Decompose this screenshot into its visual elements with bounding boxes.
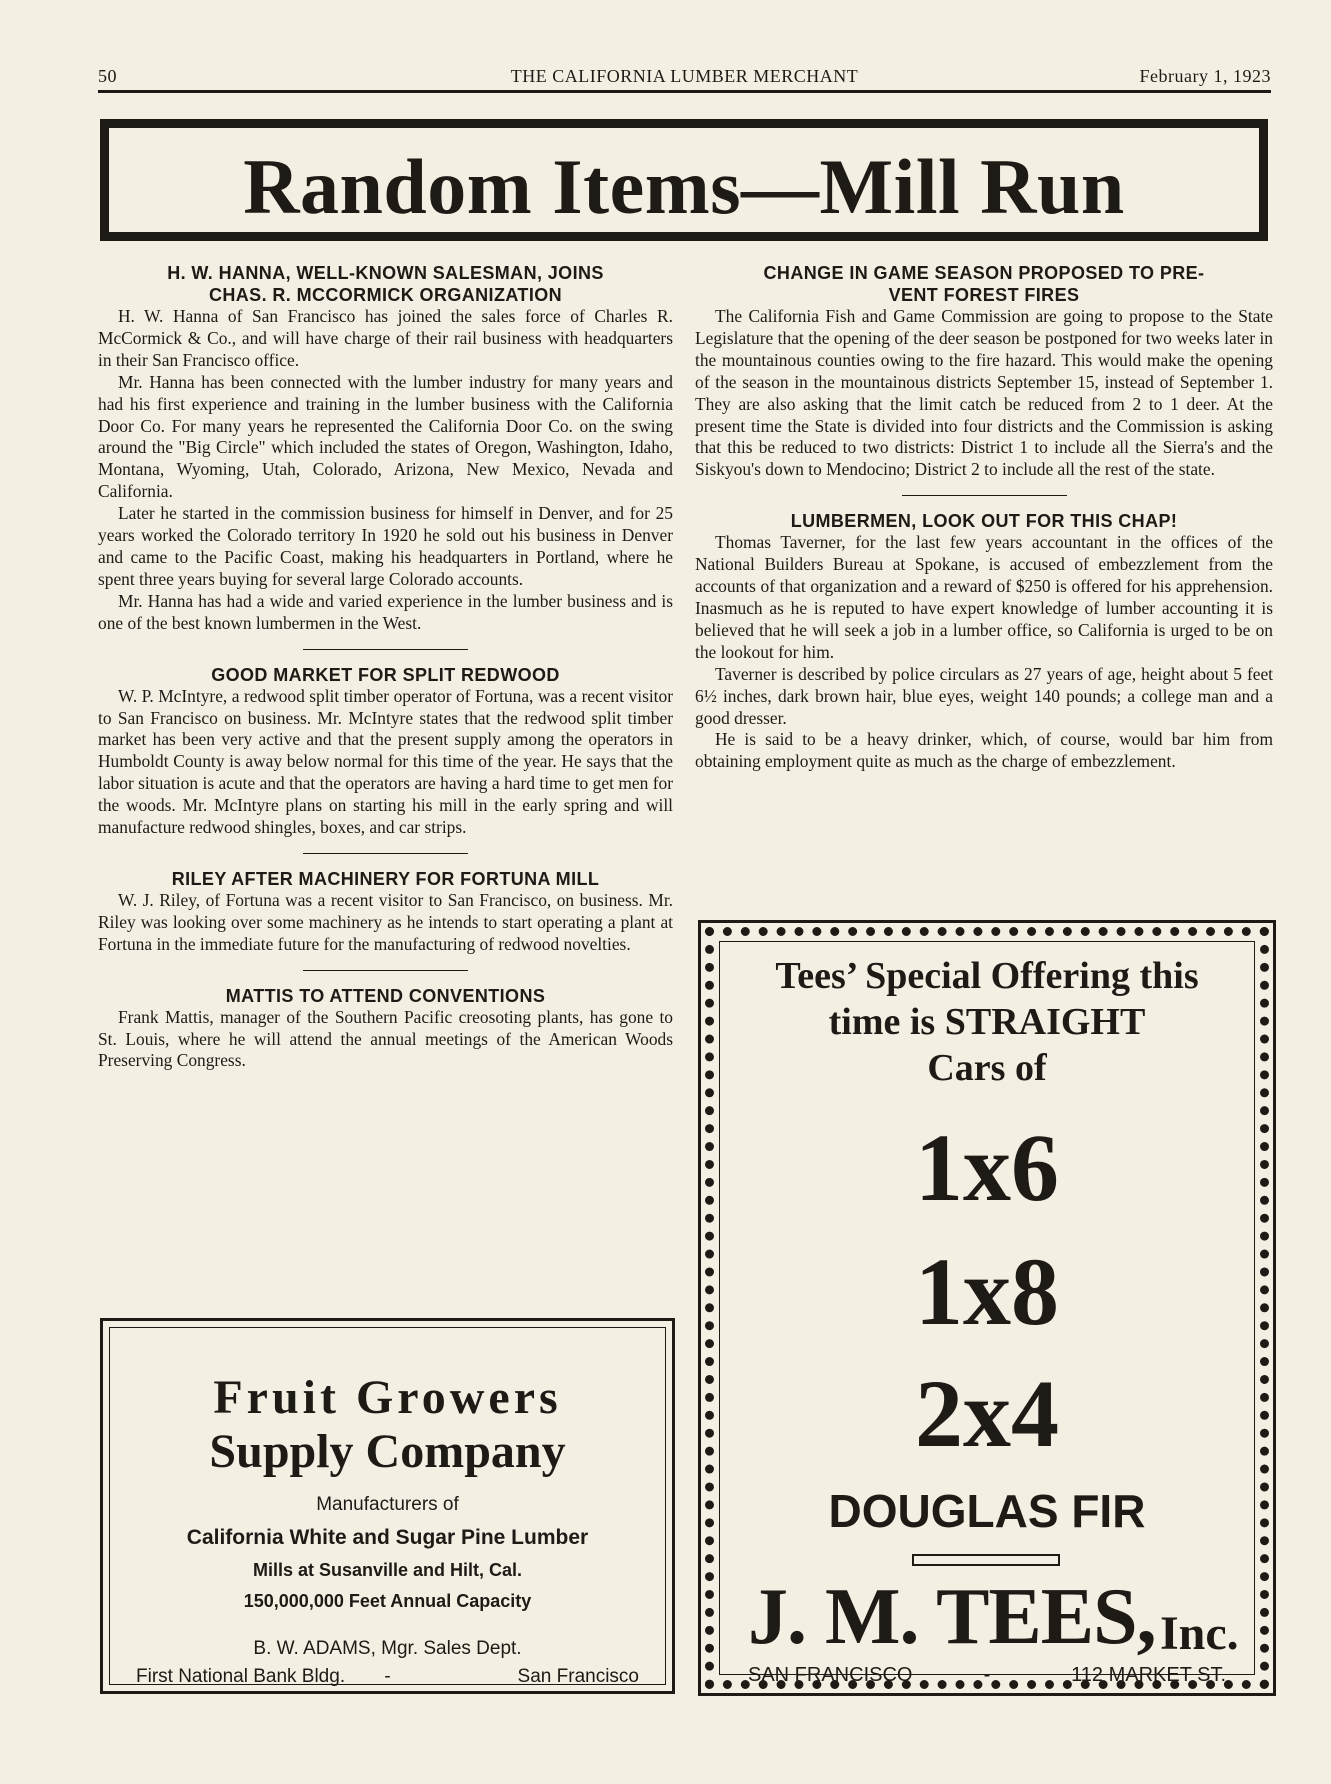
article-paragraph: W. P. McIntyre, a redwood split timber operator of Fortuna, was a recent visitor to San Francisco on business. Mr. McIntyre states that the redwood split timber market has been very active and that the present supply among the operators in Humboldt County is away below normal for this time of the year. He says that the labor situation is acute and that the operators are having a hard time to get men for the woods. Mr. McIntyre plans on starting his mill in the early spring and will manufacture redwood shingles, boxes, and car strips. — [98, 685, 673, 838]
article-hanna — [98, 262, 673, 635]
article-taverner — [695, 510, 1273, 773]
lumber-size: 2x4 — [915, 1360, 1059, 1467]
article-paragraph: W. J. Riley, of Fortuna was a recent visitor to San Francisco, on business. Mr. Riley was looking over some machinery as he intends to start operating a plant at Fortuna in the immediate future for the manufacturing of redwood novelties. — [98, 889, 673, 954]
magazine-title: THE CALIFORNIA LUMBER MERCHANT — [510, 66, 859, 86]
lumber-size: 1x8 — [915, 1238, 1059, 1345]
ad-manager: B. W. ADAMS, Mgr. Sales Dept. — [253, 1638, 522, 1659]
ad-company-name: J. M. TEES, — [748, 1573, 1156, 1661]
running-head — [98, 64, 1271, 88]
article-paragraph: Mr. Hanna has had a wide and varied experience in the lumber business and is one of the best known lumbermen in the West. — [98, 590, 673, 633]
article-game-season — [695, 262, 1273, 481]
ad-city: San Francisco — [517, 1666, 639, 1687]
fruit-growers-advertisement — [100, 1318, 675, 1694]
article-headline: GOOD MARKET FOR SPLIT REDWOOD — [211, 664, 560, 685]
ad-offer-line-2: time is STRAIGHT — [828, 1001, 1146, 1043]
issue-date: February 1, 1923 — [1139, 66, 1271, 86]
page-number: 50 — [98, 66, 117, 86]
left-column — [98, 262, 673, 1072]
lumber-species: DOUGLAS FIR — [828, 1485, 1146, 1537]
ad-inner-border — [719, 941, 1255, 1686]
title-banner — [100, 119, 1268, 241]
ad-offer-line-3: Cars of — [927, 1047, 1047, 1089]
tees-advertisement — [698, 920, 1276, 1696]
decorative-bar — [912, 1554, 1060, 1566]
ad-city: SAN FRANCISCO — [748, 1664, 913, 1686]
article-headline — [98, 262, 673, 306]
article-divider — [303, 853, 468, 854]
ad-capacity: 150,000,000 Feet Annual Capacity — [243, 1591, 532, 1611]
article-paragraph: The California Fish and Game Commission are going to propose to the State Legislature that the opening of the deer season be postponed for two weeks later in the mountainous counties owing to the fire hazard. This would make the opening of the season in the mountainous districts September 15, instead of September 1. They are also asking that the limit catch be reduced from 2 to 1 deer. At the present time the State is divided into four districts and the Commission is asking that this be reduced to two districts: District 1 to include all the Sierra's and the Siskyou's down to Mendocino; District 2 to include all the rest of the state. — [695, 306, 1273, 480]
article-headline — [695, 262, 1273, 306]
article-headline: RILEY AFTER MACHINERY FOR FORTUNA MILL — [171, 868, 600, 889]
ad-company-name-line-2: Supply Company — [209, 1425, 566, 1478]
header-rule — [98, 90, 1271, 93]
ad-offer-line-1: Tees’ Special Offering this — [775, 955, 1199, 997]
article-paragraph: H. W. Hanna of San Francisco has joined the sales force of Charles R. McCormick & Co., and will have charge of their rail business with headquarters in their San Francisco office. — [98, 306, 673, 370]
ad-mills: Mills at Susanville and Hilt, Cal. — [252, 1560, 523, 1580]
headline-line-1: CHANGE IN GAME SEASON PROPOSED TO PRE- — [763, 263, 1205, 283]
ad-product: California White and Sugar Pine Lumber — [186, 1526, 589, 1549]
article-headline: MATTIS TO ATTEND CONVENTIONS — [225, 985, 546, 1006]
article-paragraph: Frank Mattis, manager of the Southern Pacific creosoting plants, has gone to St. Louis, where he will attend the annual meetings of the American Woods Preserving Congress. — [98, 1006, 673, 1071]
ad-company-suffix: Inc. — [1160, 1607, 1239, 1660]
ad-inner-border — [109, 1327, 666, 1685]
article-paragraph: Later he started in the commission business for himself in Denver, and for 25 years worked the Colorado territory In 1920 he sold out his business in Denver and came to the Pacific Coast, making his headquarters in Portland, where he spent three years buying for several large Colorado accounts. — [98, 503, 673, 589]
headline-line-2: CHAS. R. MCCORMICK ORGANIZATION — [208, 285, 563, 305]
article-divider — [902, 495, 1067, 496]
ad-address: First National Bank Bldg. — [136, 1666, 346, 1687]
ad-manufacturers-of: Manufacturers of — [316, 1494, 459, 1515]
article-divider — [303, 649, 468, 650]
ad-company-name-line-1: Fruit Growers — [213, 1371, 562, 1424]
ad-separator: - — [983, 1664, 991, 1686]
article-split-redwood — [98, 664, 673, 839]
lumber-size: 1x6 — [915, 1114, 1059, 1221]
section-title: Random Items—Mill Run — [243, 143, 1125, 230]
ad-street: 112 MARKET ST. — [1071, 1664, 1226, 1686]
article-paragraph: He is said to be a heavy drinker, which, of course, would bar him from obtaining employment quite as much as the charge of embezzlement. — [695, 729, 1273, 772]
article-paragraph: Taverner is described by police circulars as 27 years of age, height about 5 feet 6½ inches, dark brown hair, blue eyes, weight 140 pounds; a college man and a good dresser. — [695, 663, 1273, 728]
ad-separator: - — [384, 1666, 391, 1687]
headline-line-2: VENT FOREST FIRES — [888, 285, 1080, 305]
article-paragraph: Mr. Hanna has been connected with the lumber industry for many years and had his first experience and training in the lumber business with the California Door Co. For many years he represented the California Door Co. on the swing around the "Big Circle" which included the states of Oregon, Washington, Idaho, Montana, Wyoming, Utah, Colorado, Arizona, New Mexico, Nevada and California. — [98, 371, 673, 502]
article-mattis — [98, 985, 673, 1073]
headline-line-1: H. W. HANNA, WELL-KNOWN SALESMAN, JOINS — [167, 263, 604, 283]
article-headline: LUMBERMEN, LOOK OUT FOR THIS CHAP! — [790, 511, 1178, 532]
article-divider — [303, 970, 468, 971]
right-column — [695, 262, 1273, 773]
article-paragraph: Thomas Taverner, for the last few years accountant in the offices of the National Builders Bureau at Spokane, is accused of embezzlement from the accounts of that organization and a reward of $250 is offered for his apprehension. Inasmuch as he is reputed to have expert knowledge of lumber accounting it is believed that he will seek a job in a lumber office, so California is urged to be on the lookout for him. — [695, 532, 1273, 662]
article-riley — [98, 868, 673, 956]
